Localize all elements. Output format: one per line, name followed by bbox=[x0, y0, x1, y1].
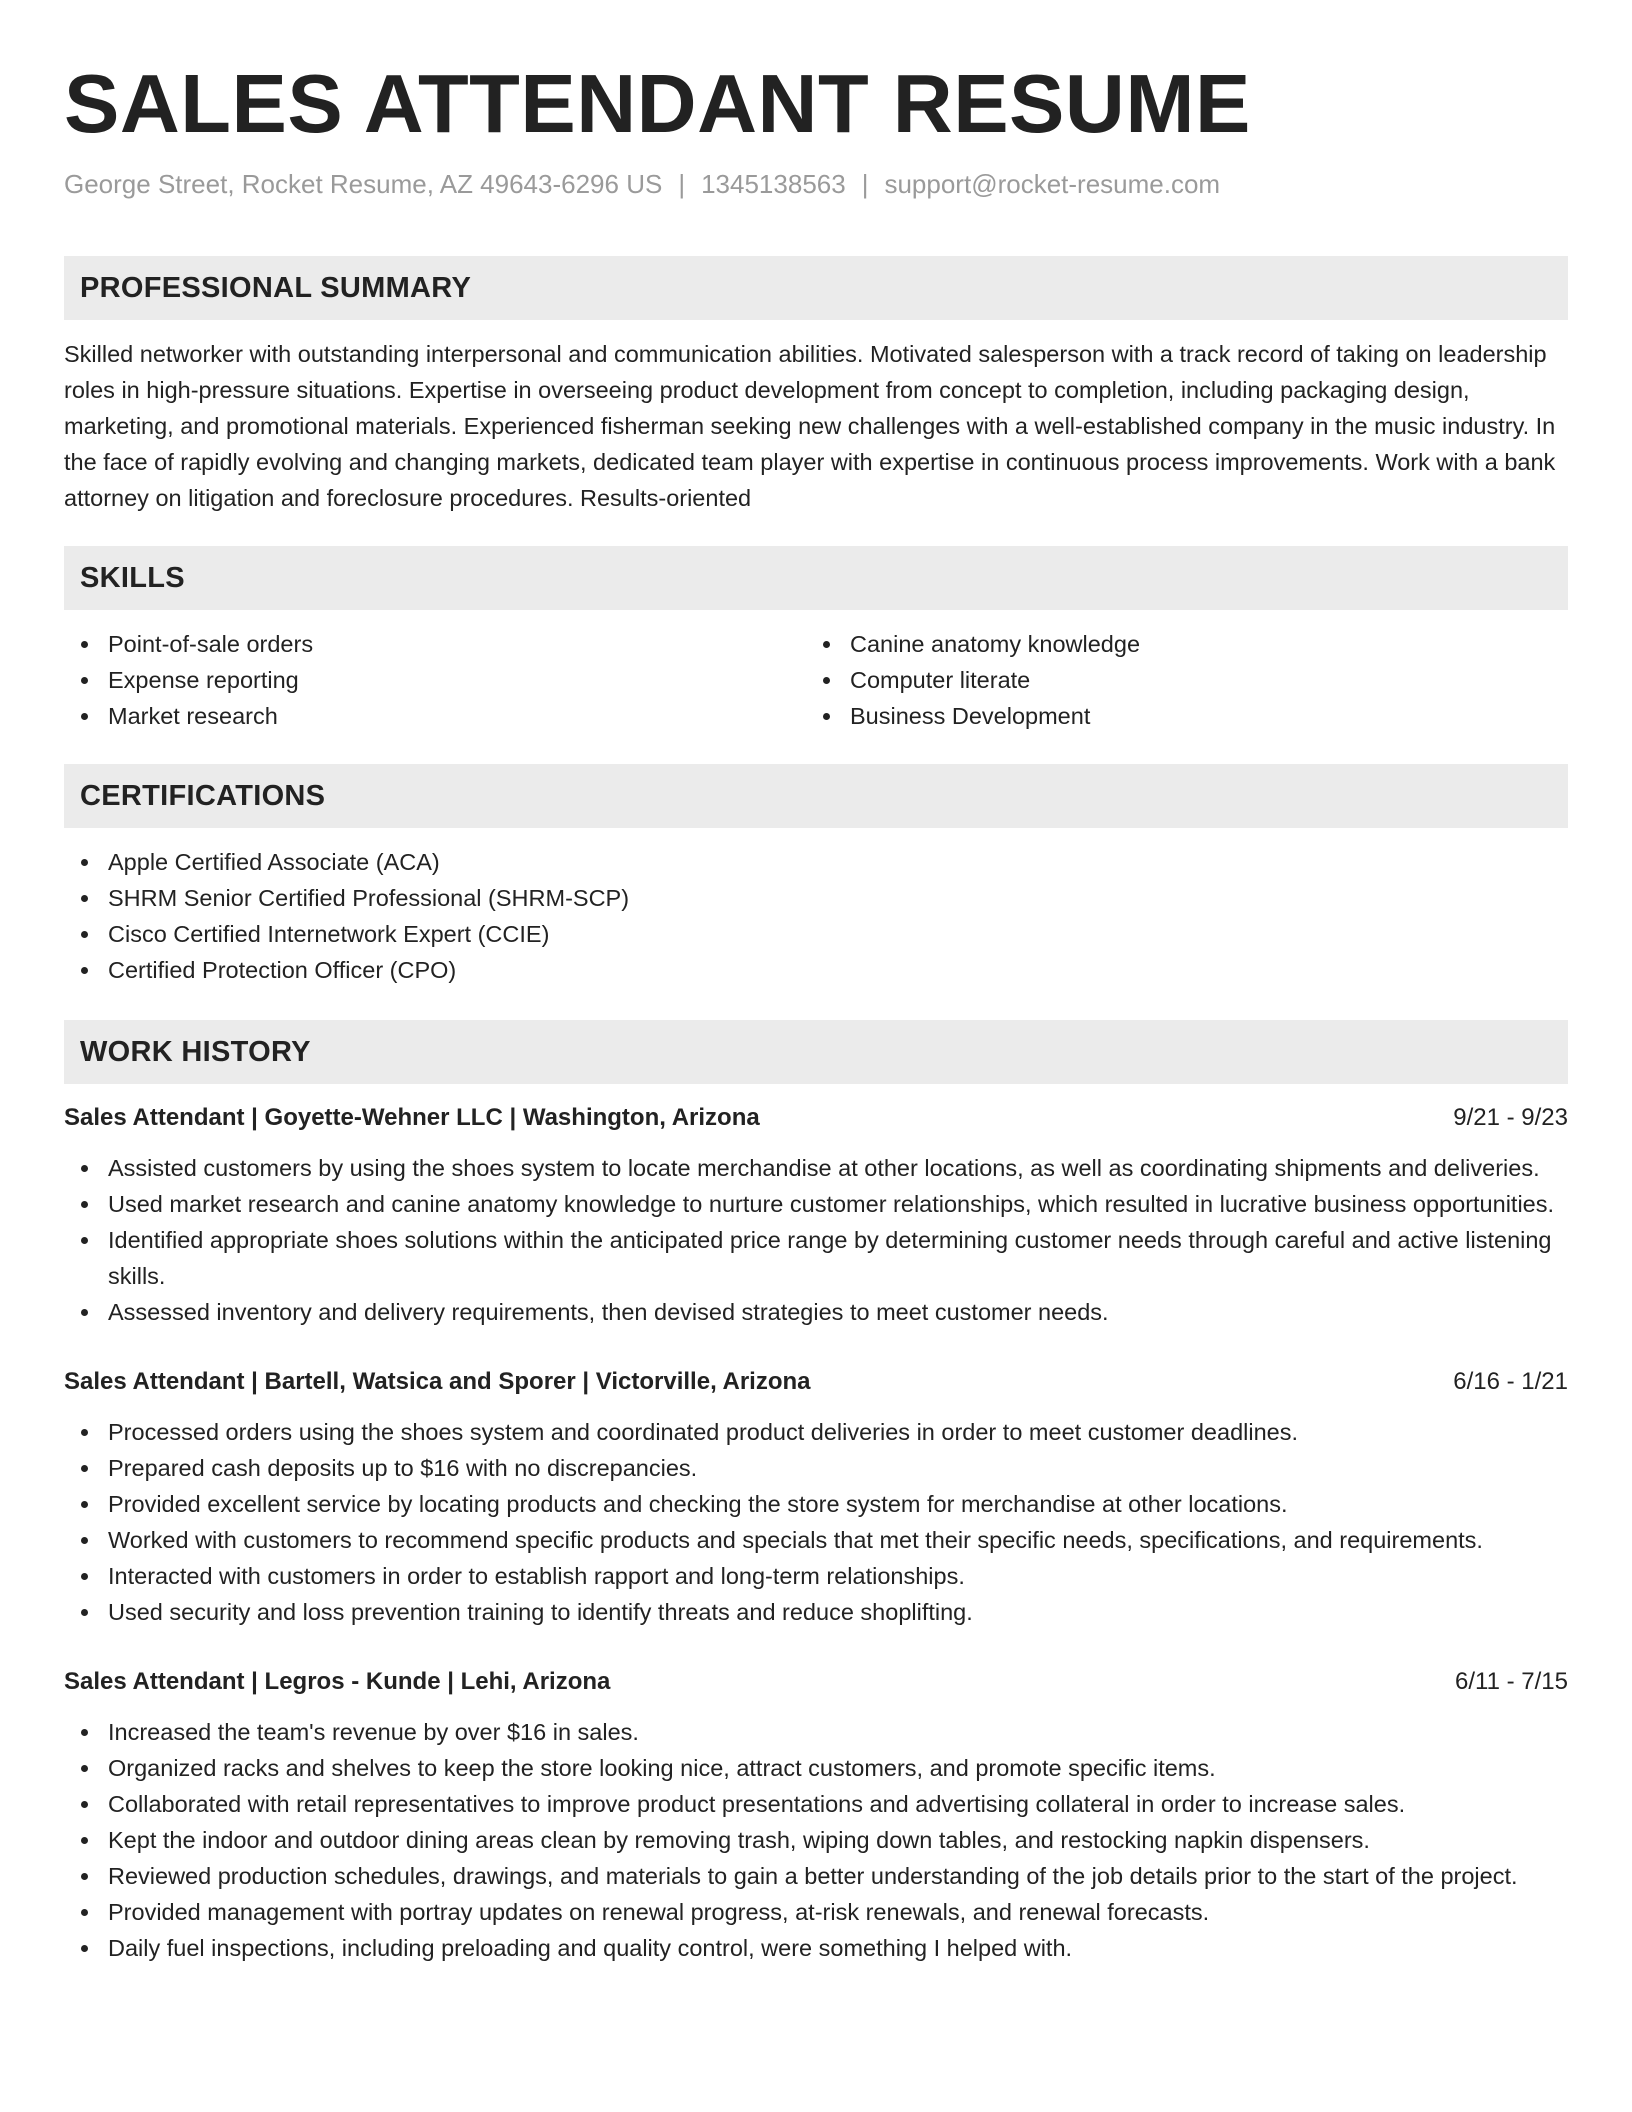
job-bullets bbox=[64, 1714, 1568, 1966]
job-bullet: Kept the indoor and outdoor dining areas clean by removing trash, wiping down tables, and restocking napkin dispensers. bbox=[64, 1822, 1568, 1858]
job-entry bbox=[64, 1664, 1568, 1966]
skills-column-left bbox=[64, 626, 806, 734]
contact-email: support@rocket-resume.com bbox=[884, 169, 1221, 199]
job-dates: 6/11 - 7/15 bbox=[1455, 1668, 1568, 1695]
job-bullet: Identified appropriate shoes solutions within the anticipated price range by determining customer needs through careful and active listening skills. bbox=[64, 1222, 1568, 1294]
certification-item: Certified Protection Officer (CPO) bbox=[64, 952, 1568, 988]
job-bullet: Daily fuel inspections, including preloading and quality control, were something I helped with. bbox=[64, 1930, 1568, 1966]
job-bullets bbox=[64, 1150, 1568, 1330]
job-title: Sales Attendant | Bartell, Watsica and Sporer | Victorville, Arizona bbox=[64, 1368, 811, 1395]
job-entry bbox=[64, 1100, 1568, 1330]
section-header-certifications: CERTIFICATIONS bbox=[64, 764, 1568, 828]
section-header-skills: SKILLS bbox=[64, 546, 1568, 610]
skills-grid bbox=[64, 626, 1568, 734]
job-bullet: Collaborated with retail representatives to improve product presentations and advertising collateral in order to increase sales. bbox=[64, 1786, 1568, 1822]
job-bullet: Used market research and canine anatomy knowledge to nurture customer relationships, which resulted in lucrative business opportunities. bbox=[64, 1186, 1568, 1222]
job-bullet: Organized racks and shelves to keep the store looking nice, attract customers, and promote specific items. bbox=[64, 1750, 1568, 1786]
job-bullet: Provided excellent service by locating products and checking the store system for merchandise at other locations. bbox=[64, 1486, 1568, 1522]
contact-address: George Street, Rocket Resume, AZ 49643-6296 US bbox=[64, 169, 663, 199]
job-bullet: Prepared cash deposits up to $16 with no discrepancies. bbox=[64, 1450, 1568, 1486]
job-dates: 6/16 - 1/21 bbox=[1453, 1368, 1568, 1395]
section-header-summary: PROFESSIONAL SUMMARY bbox=[64, 256, 1568, 320]
job-bullet: Provided management with portray updates on renewal progress, at-risk renewals, and renewal forecasts. bbox=[64, 1894, 1568, 1930]
job-header bbox=[64, 1664, 1568, 1700]
job-dates: 9/21 - 9/23 bbox=[1453, 1104, 1568, 1131]
resume-title: SALES ATTENDANT RESUME bbox=[64, 57, 1251, 150]
skill-item: Expense reporting bbox=[64, 662, 806, 698]
certification-item: Apple Certified Associate (ACA) bbox=[64, 844, 1568, 880]
certification-item: Cisco Certified Internetwork Expert (CCIE) bbox=[64, 916, 1568, 952]
summary-text: Skilled networker with outstanding interpersonal and communication abilities. Motivated salesperson with a track record of taking on leadership roles in high-pressure situations. Expertise in overseeing product development from concept to completion, including packaging design, marketing, and promotional materials. Experienced fisherman seeking new challenges with a well-established company in the music industry. In the face of rapidly evolving and changing markets, dedicated team player with expertise in continuous process improvements. Work with a bank attorney on litigation and foreclosure procedures. Results-oriented bbox=[64, 341, 1556, 511]
skill-item: Market research bbox=[64, 698, 806, 734]
job-bullet: Interacted with customers in order to establish rapport and long-term relationships. bbox=[64, 1558, 1568, 1594]
certifications-list bbox=[64, 844, 1568, 988]
section-header-work-history: WORK HISTORY bbox=[64, 1020, 1568, 1084]
contact-phone: 1345138563 bbox=[701, 169, 846, 199]
job-bullets bbox=[64, 1414, 1568, 1630]
job-bullet: Increased the team's revenue by over $16 in sales. bbox=[64, 1714, 1568, 1750]
job-title: Sales Attendant | Goyette-Wehner LLC | Washington, Arizona bbox=[64, 1104, 760, 1131]
job-bullet: Reviewed production schedules, drawings, and materials to gain a better understanding of the job details prior to the start of the project. bbox=[64, 1858, 1568, 1894]
skill-item: Computer literate bbox=[806, 662, 1548, 698]
job-bullet: Used security and loss prevention training to identify threats and reduce shoplifting. bbox=[64, 1594, 1568, 1630]
job-bullet: Processed orders using the shoes system and coordinated product deliveries in order to meet customer deadlines. bbox=[64, 1414, 1568, 1450]
job-entry bbox=[64, 1364, 1568, 1630]
certification-item: SHRM Senior Certified Professional (SHRM-SCP) bbox=[64, 880, 1568, 916]
contact-separator: | bbox=[861, 169, 869, 199]
job-bullet: Worked with customers to recommend specific products and specials that met their specific needs, specifications, and requirements. bbox=[64, 1522, 1568, 1558]
job-bullet: Assisted customers by using the shoes system to locate merchandise at other locations, as well as coordinating shipments and deliveries. bbox=[64, 1150, 1568, 1186]
job-header bbox=[64, 1364, 1568, 1400]
skills-column-right bbox=[806, 626, 1548, 734]
job-header bbox=[64, 1100, 1568, 1136]
job-bullet: Assessed inventory and delivery requirements, then devised strategies to meet customer needs. bbox=[64, 1294, 1568, 1330]
contact-separator: | bbox=[678, 169, 686, 199]
contact-line bbox=[64, 166, 1568, 202]
skill-item: Business Development bbox=[806, 698, 1548, 734]
skill-item: Point-of-sale orders bbox=[64, 626, 806, 662]
skill-item: Canine anatomy knowledge bbox=[806, 626, 1548, 662]
job-title: Sales Attendant | Legros - Kunde | Lehi, Arizona bbox=[64, 1668, 611, 1695]
